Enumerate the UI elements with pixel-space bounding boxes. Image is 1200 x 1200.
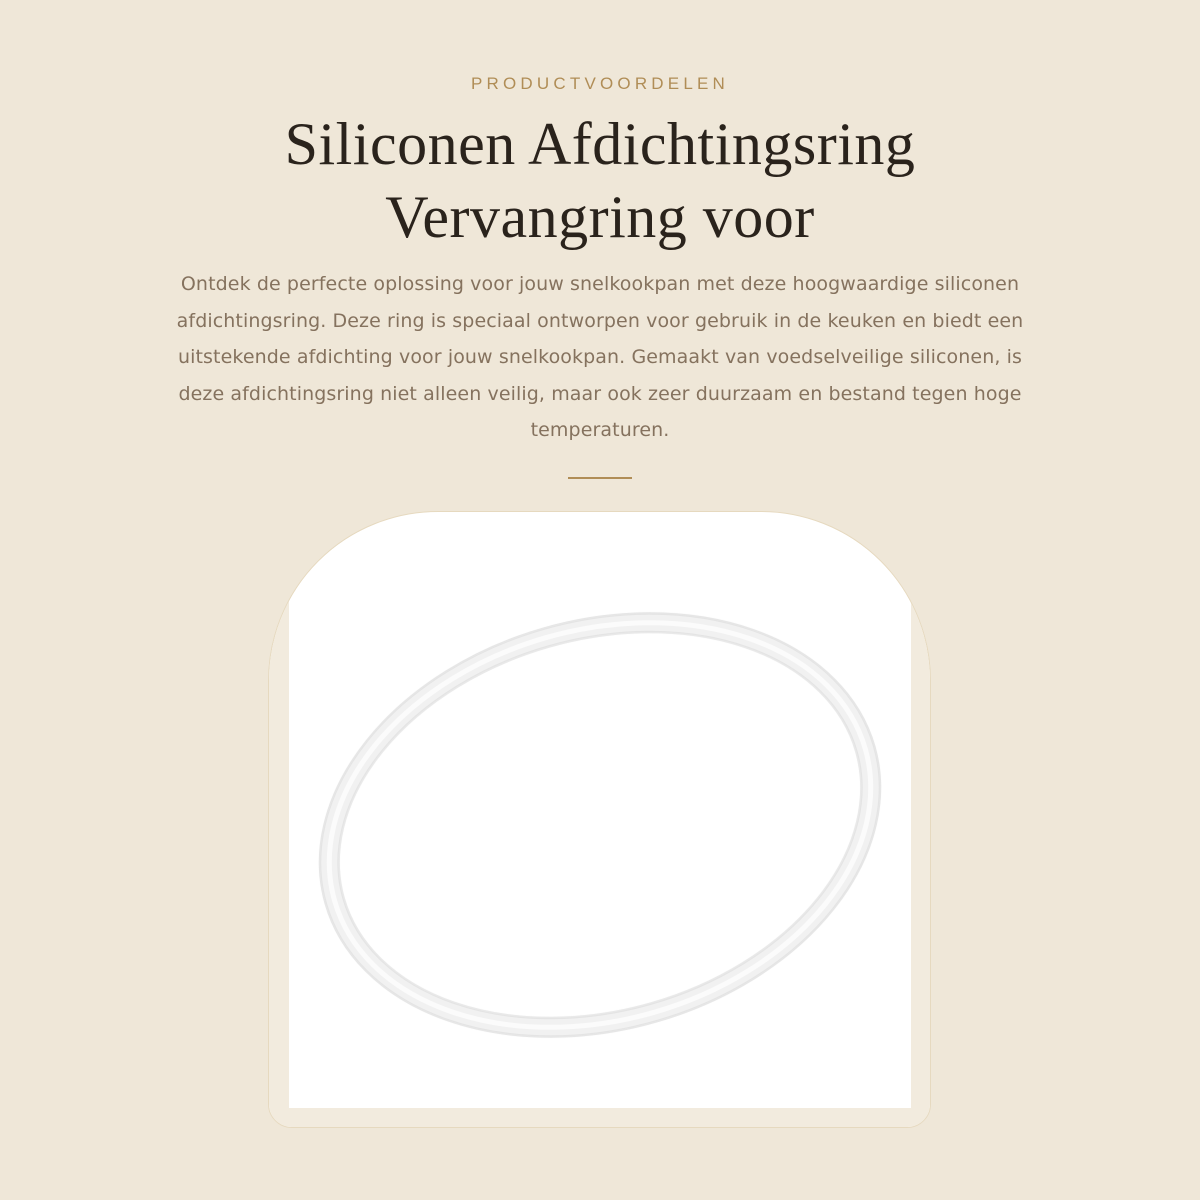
product-description: Ontdek de perfecte oplossing voor jouw snelkookpan met deze hoogwaardige siliconen afdichtingsring. Deze ring is speciaal ontworpen voor gebruik in de keuken en biedt een uitstekende afdichting voor jouw snelkookpan. Gemaakt van voedselveilige siliconen, is deze afdichtingsring niet alleen veilig, maar ook zeer duurzaam en bestand tegen hoge temperaturen. xyxy=(176,273,1024,441)
product-image-card xyxy=(268,511,931,1128)
silicone-ring-image xyxy=(289,532,911,1109)
eyebrow-label: PRODUCTVOORDELEN xyxy=(470,74,729,93)
card-frame-right xyxy=(910,512,930,1127)
title-line-1: Siliconen Afdichtingsring xyxy=(284,111,916,177)
card-frame-bottom xyxy=(269,1108,930,1127)
card-frame-left xyxy=(269,512,289,1127)
section-divider xyxy=(568,477,632,479)
product-image xyxy=(289,532,911,1109)
page-title xyxy=(100,108,1100,254)
title-line-2: Vervangring voor xyxy=(385,184,815,250)
